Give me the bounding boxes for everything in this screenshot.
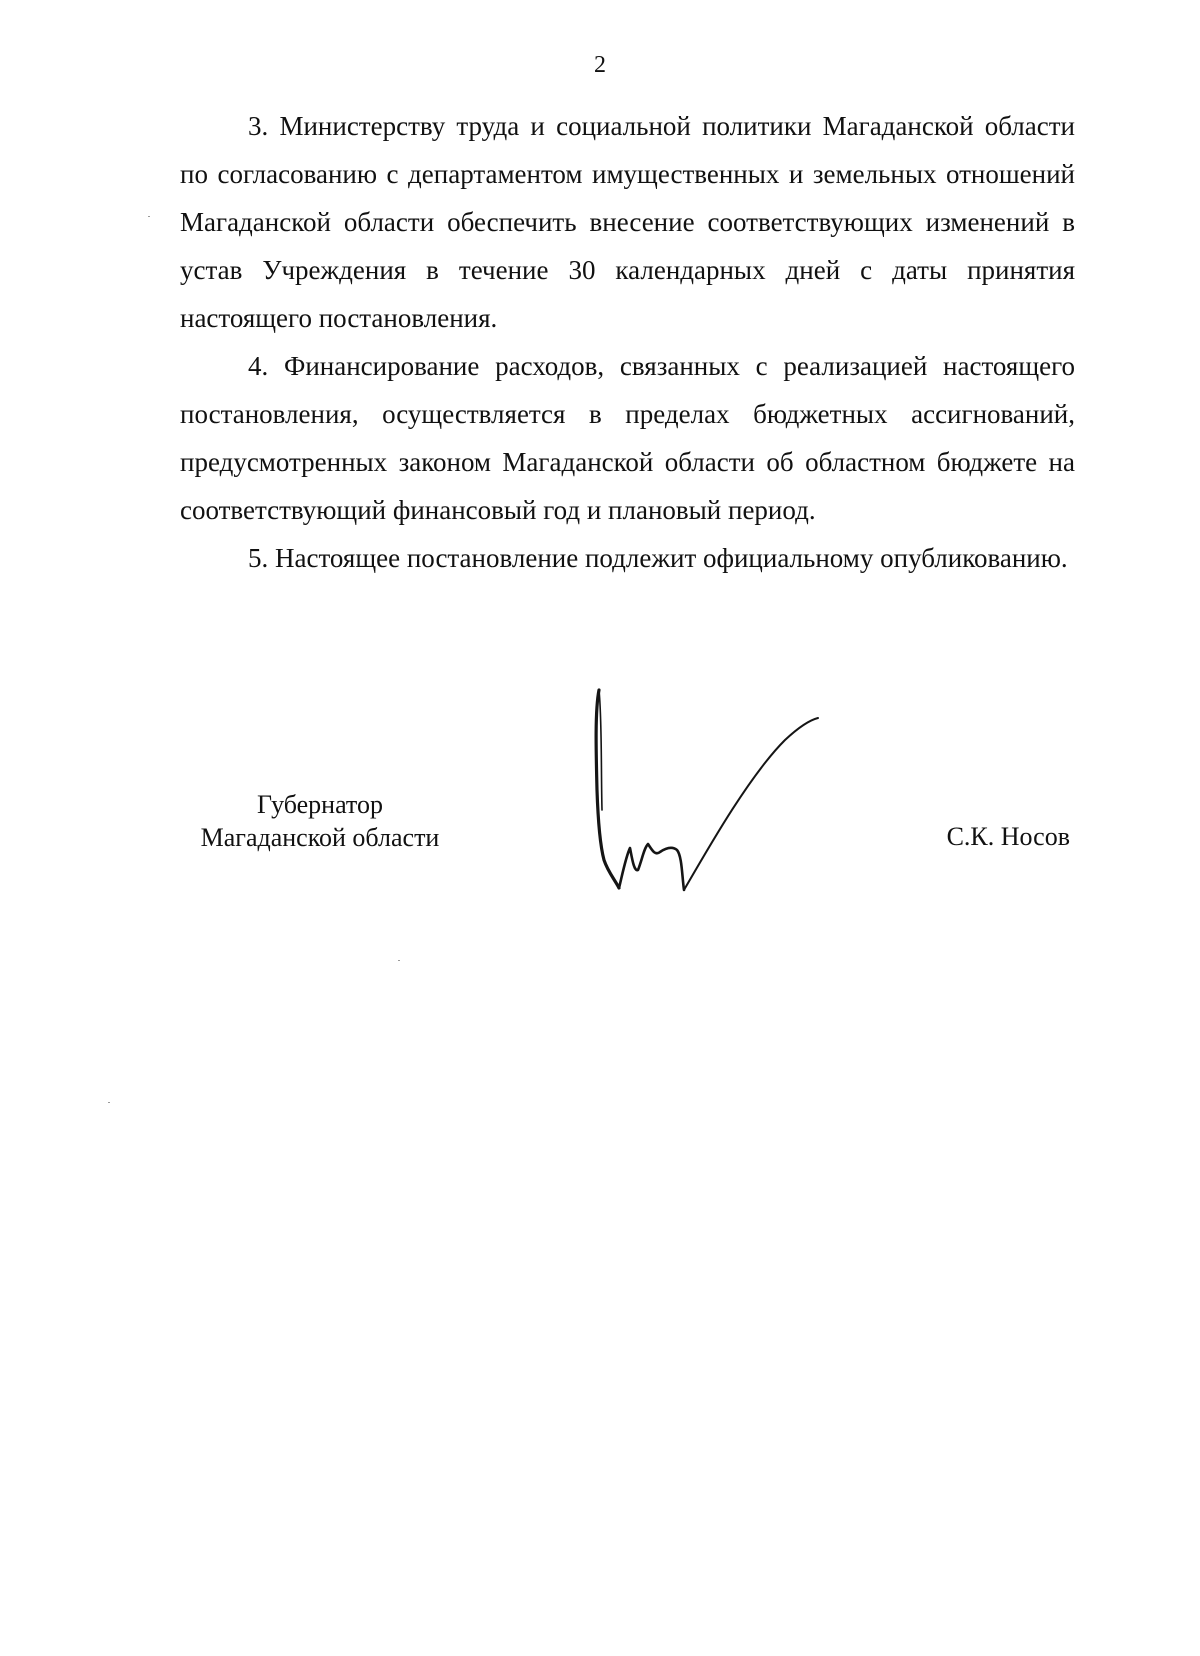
signature-block bbox=[0, 680, 1200, 920]
page-number: 2 bbox=[594, 52, 606, 78]
document-body bbox=[180, 102, 1075, 582]
signatory-title-line2: Магаданской области bbox=[200, 823, 440, 852]
signatory-title bbox=[180, 788, 460, 854]
paragraph-4: 4. Финансирование расходов, связанных с реализацией настоящего постановления, осуществляется в пределах бюджетных ассигнований, предусмотренных законом Магаданской области об областном бюджете на соответствующий финансовый год и плановый период. bbox=[180, 351, 1075, 525]
scan-speck bbox=[398, 960, 400, 961]
scan-speck bbox=[148, 216, 150, 217]
scan-speck bbox=[108, 1102, 110, 1103]
handwritten-signature bbox=[560, 680, 880, 920]
signatory-title-line1: Губернатор bbox=[257, 790, 383, 819]
signatory-name: С.К. Носов bbox=[946, 822, 1070, 851]
paragraph-3: 3. Министерству труда и социальной политики Магаданской области по согласованию с департаментом имущественных и земельных отношений Магаданской области обеспечить внесение соответствующих изменений в устав Учреждения в течение 30 календарных дней с даты принятия настоящего постановления. bbox=[180, 111, 1075, 333]
paragraph-5: 5. Настоящее постановление подлежит официальному опубликованию. bbox=[248, 543, 1068, 573]
